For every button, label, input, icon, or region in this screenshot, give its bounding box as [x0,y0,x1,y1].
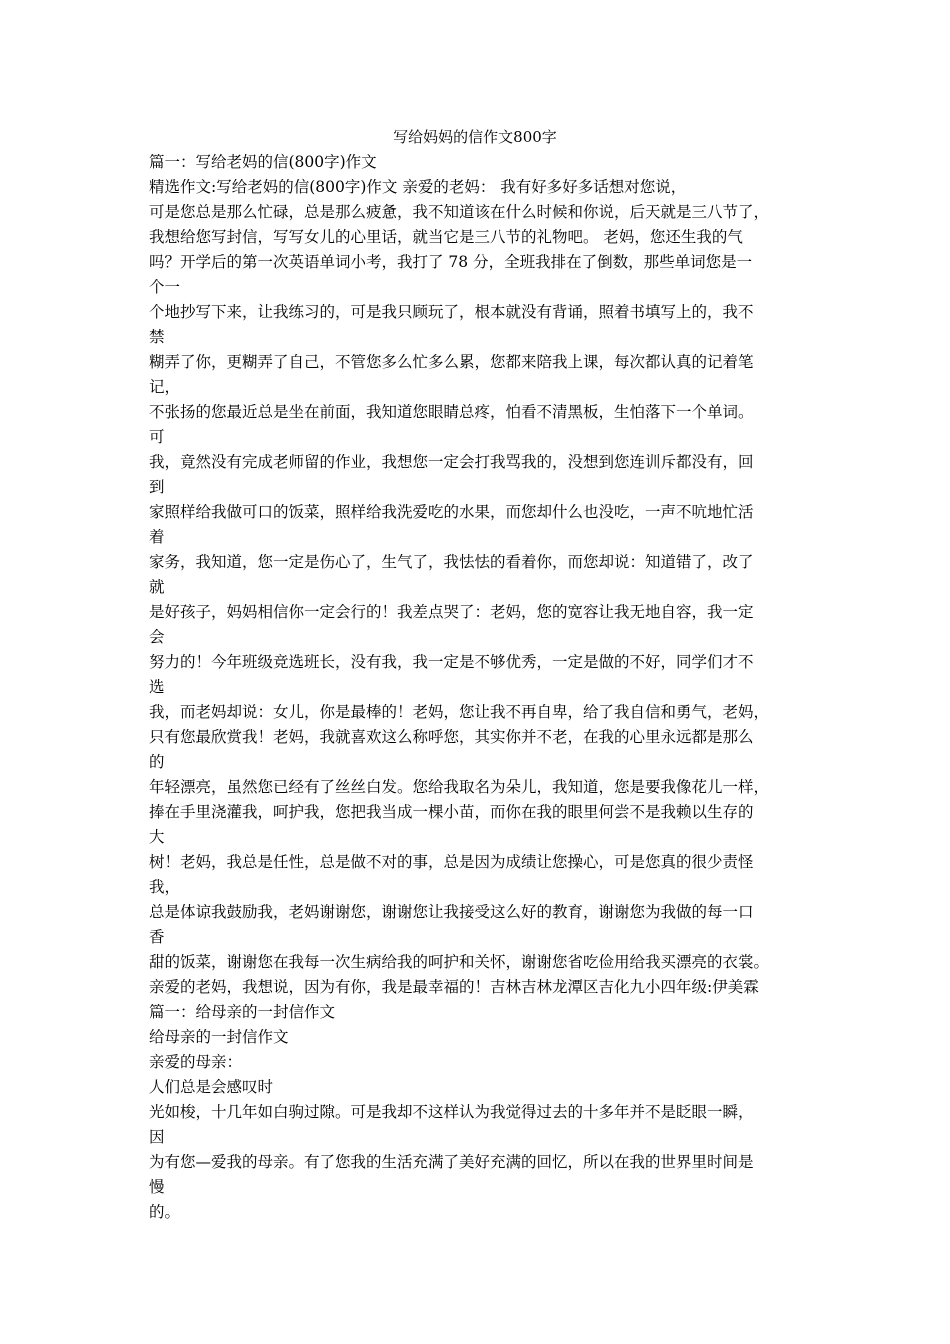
text-line: 篇一：给母亲的一封信作文 [149,1003,336,1021]
text-line: 可是您总是那么忙碌，总是那么疲惫，我不知道该在什么时候和你说，后天就是三八节了， [149,203,770,221]
text-line: 个一 [149,278,181,296]
document-body [149,150,814,1225]
text-line: 不张扬的您最近总是坐在前面，我知道您眼睛总疼，怕看不清黑板，生怕落下一个单词。 [149,403,754,421]
text-line: 选 [149,678,165,696]
text-line: 禁 [149,328,165,346]
text-line: 我，而老妈却说：女儿，你是最棒的！老妈，您让我不再自卑，给了我自信和勇气，老妈， [149,703,770,721]
text-line: 给母亲的一封信作文 [149,1028,289,1046]
text-line: 树！老妈，我总是任性，总是做不对的事，总是因为成绩让您操心，可是您真的很少责怪 [149,853,754,871]
text-line: 总是体谅我鼓励我，老妈谢谢您，谢谢您让我接受这么好的教育，谢谢您为我做的每一口 [149,903,754,921]
text-line: 个地抄写下来，让我练习的，可是我只顾玩了，根本就没有背诵，照着书填写上的，我不 [149,303,754,321]
text-line: 家照样给我做可口的饭菜，照样给我洗爱吃的水果，而您却什么也没吃，一声不吭地忙活 [149,503,754,521]
text-line: 糊弄了你，更糊弄了自己，不管您多么忙多么累，您都来陪我上课，每次都认真的记着笔 [149,353,754,371]
text-line: 记， [149,378,181,396]
text-line: 甜的饭菜，谢谢您在我每一次生病给我的呵护和关怀，谢谢您省吃俭用给我买漂亮的衣裳。 [149,953,770,971]
text-line: 是好孩子，妈妈相信你一定会行的！我差点哭了：老妈，您的宽容让我无地自容，我一定 [149,603,754,621]
text-line: 可 [149,428,165,446]
text-line: 的 [149,753,165,771]
text-line: 精选作文:写给老妈的信(800字)作文 亲爱的老妈： 我有好多好多话想对您说， [149,178,687,196]
text-line: 努力的！今年班级竞选班长，没有我，我一定是不够优秀，一定是做的不好，同学们才不 [149,653,754,671]
text-line: 我想给您写封信，写写女儿的心里话，就当它是三八节的礼物吧。 老妈，您还生我的气 [149,228,743,246]
text-line: 就 [149,578,165,596]
text-line: 着 [149,528,165,546]
text-line: 因 [149,1128,165,1146]
text-line: 家务，我知道，您一定是伤心了，生气了，我怯怯的看着你，而您却说：知道错了，改了 [149,553,754,571]
text-line: 吗？开学后的第一次英语单词小考，我打了 78 分，全班我排在了倒数，那些单词您是一 [149,253,753,271]
text-line: 年轻漂亮，虽然您已经有了丝丝白发。您给我取名为朵儿，我知道，您是要我像花儿一样， [149,778,770,796]
text-line: 光如梭，十几年如白驹过隙。可是我却不这样认为我觉得过去的十多年并不是眨眼一瞬， [149,1103,754,1121]
text-line: 的。 [149,1203,181,1221]
text-line: 会 [149,628,165,646]
text-line: 我， [149,878,181,896]
text-line: 只有您最欣赏我！老妈，我就喜欢这么称呼您，其实你并不老，在我的心里永远都是那么 [149,728,754,746]
document-title: 写给妈妈的信作文800字 [393,128,557,146]
text-line: 香 [149,928,165,946]
text-line: 慢 [149,1178,165,1196]
text-line: 人们总是会感叹时 [149,1078,274,1096]
text-line: 捧在手里浇灌我，呵护我，您把我当成一棵小苗，而你在我的眼里何尝不是我赖以生存的 [149,803,754,821]
text-line: 我，竟然没有完成老师留的作业，我想您一定会打我骂我的，没想到您连训斥都没有，回 [149,453,754,471]
text-line: 亲爱的老妈，我想说，因为有你，我是最幸福的！吉林吉林龙潭区吉化九小四年级:伊美霖 [149,978,759,996]
text-line: 亲爱的母亲： [149,1053,243,1071]
text-line: 大 [149,828,165,846]
text-line: 为有您—爱我的母亲。有了您我的生活充满了美好充满的回忆，所以在我的世界里时间是 [149,1153,754,1171]
text-line: 到 [149,478,165,496]
text-line: 篇一：写给老妈的信(800字)作文 [149,153,377,171]
